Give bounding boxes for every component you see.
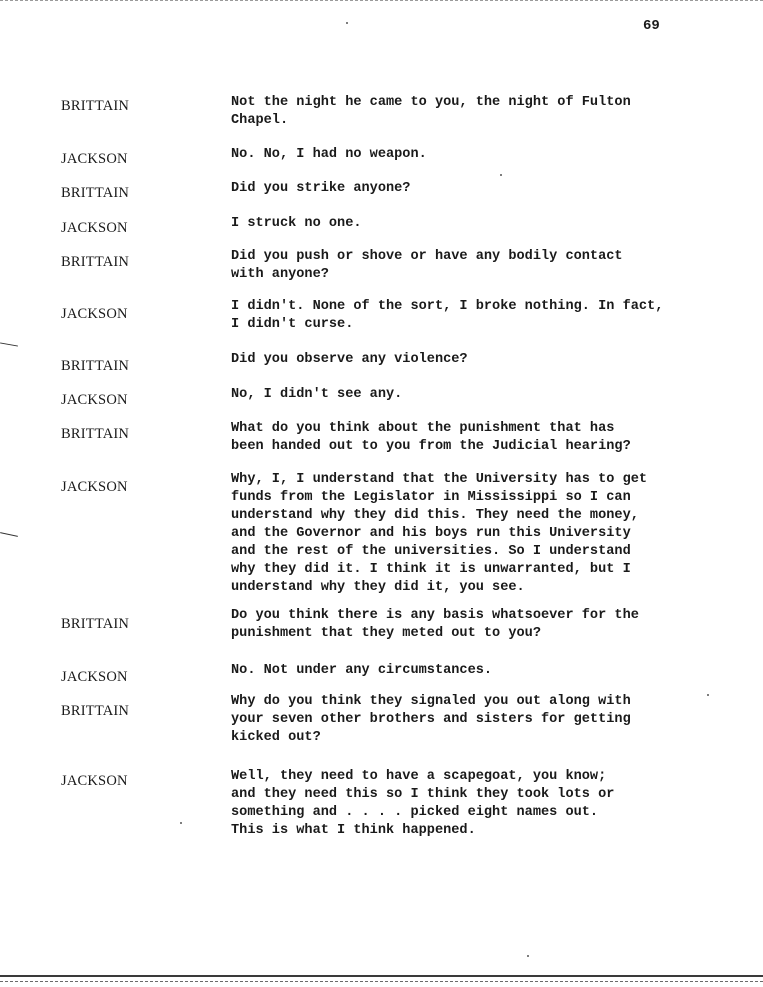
speech-text: Did you push or shove or have any bodily contact with anyone? (231, 249, 623, 282)
speaker-name: JACKSON (61, 306, 128, 322)
margin-mark (0, 532, 18, 537)
speech-text: I struck no one. (231, 216, 362, 231)
margin-mark (0, 342, 18, 346)
speech-text: Why, I, I understand that the University has to get funds from the Legislator in Mississippi so I can understand why they did this. They need the money, and the Governor and his boys run this University and the rest of the universities. So I understand why they did it. I think it is unwarranted, but I understand why they did it, you see. (231, 472, 648, 595)
speech-text: Why do you think they signaled you out along with your seven other brothers and sisters for getting kicked out? (231, 694, 631, 745)
paper-speck (180, 822, 182, 824)
speech-text: No. No, I had no weapon. (231, 147, 427, 162)
top-border (0, 0, 763, 1)
speaker-name: BRITTAIN (61, 98, 130, 114)
paper-speck (500, 174, 502, 176)
speaker-name: BRITTAIN (61, 254, 130, 270)
speaker-name: BRITTAIN (61, 616, 130, 632)
bottom-rule-dashed (0, 981, 763, 982)
speech-text: What do you think about the punishment that has been handed out to you from the Judicial hearing? (231, 421, 631, 454)
speaker-name: BRITTAIN (61, 703, 130, 719)
speech-text: Not the night he came to you, the night of Fulton Chapel. (231, 95, 631, 128)
speech-text: Did you strike anyone? (231, 181, 411, 196)
page-number: 69 (643, 18, 660, 34)
speaker-name: JACKSON (61, 220, 128, 236)
paper-speck (527, 955, 529, 957)
speech-text: No, I didn't see any. (231, 387, 403, 402)
speech-text: I didn't. None of the sort, I broke nothing. In fact, I didn't curse. (231, 299, 664, 332)
paper-speck (346, 22, 348, 24)
bottom-rule (0, 975, 763, 977)
speaker-name: JACKSON (61, 392, 128, 408)
speech-text: No. Not under any circumstances. (231, 663, 493, 678)
speaker-name: JACKSON (61, 669, 128, 685)
speaker-name: BRITTAIN (61, 358, 130, 374)
paper-speck (707, 694, 709, 696)
speaker-name: JACKSON (61, 151, 128, 167)
speech-text: Did you observe any violence? (231, 352, 468, 367)
speech-text: Do you think there is any basis whatsoever for the punishment that they meted out to you? (231, 608, 639, 641)
speaker-name: JACKSON (61, 479, 128, 495)
speaker-name: BRITTAIN (61, 426, 130, 442)
speech-text: Well, they need to have a scapegoat, you know; and they need this so I think they took lots or something and . . . . picked eight names out. This is what I think happened. (231, 769, 615, 838)
speaker-name: BRITTAIN (61, 185, 130, 201)
speaker-name: JACKSON (61, 773, 128, 789)
